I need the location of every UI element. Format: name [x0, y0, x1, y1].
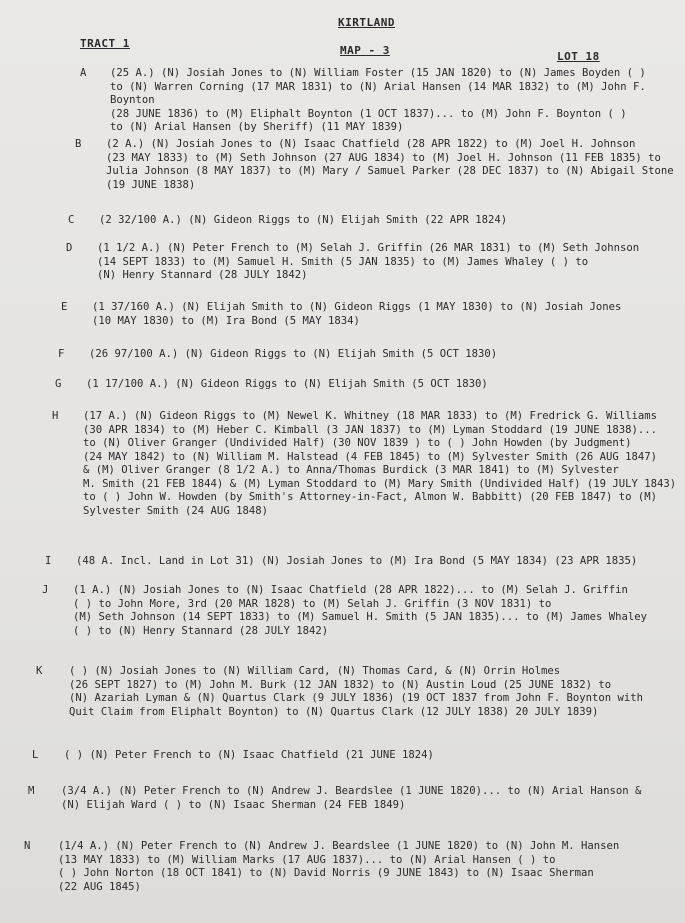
entry-text: (17 A.) (N) Gideon Riggs to (M) Newel K. Whitney (18 MAR 1833) to (M) Fredrick G. Williams (30 APR 1834) to (M) Heber C. Kimball (3 JAN 1837) to (M) Lyman Stoddard (19 JUNE 1838)... to (N) Oliver Granger (Undivided Half) (30 NOV 1839 ) to ( ) John Howden (by Judgment) (24 MAY 1842) to (N) William M. Halstead (4 FEB 1845) to (M) Sylvester Smith (26 AUG 1847) & (M) Oliver Granger (8 1/2 A.) to Anna/Thomas Burdick (3 MAR 1841) to (M) Sylvester M. Smith (21 FEB 1844) & (M) Lyman Stoddard to (M) Mary Smith (Undivided Half) (19 JULY 1843) to ( ) John W. Howden (by Smith's Attorney-in-Fact, Almon W. Babbitt) (20 FEB 1847) to (M) Sylvester Smith (24 AUG 1848): [83, 410, 677, 517]
map-heading: MAP - 3: [340, 44, 390, 57]
entry-h: [52, 410, 676, 518]
entry-f: [58, 348, 497, 362]
entry-l: [32, 749, 434, 763]
entry-b: [75, 138, 674, 192]
entry-letter: D: [66, 242, 73, 254]
lot-heading: LOT 18: [557, 50, 600, 63]
entry-letter: F: [58, 348, 65, 360]
entry-text: (2 A.) (N) Josiah Jones to (N) Isaac Chatfield (28 APR 1822) to (M) Joel H. Johnson (23 MAY 1833) to (M) Seth Johnson (27 AUG 1834) to (M) Joel H. Johnson (11 FEB 1835) to Julia Johnson (8 MAY 1837) to (M) Mary / Samuel Parker (28 DEC 1837) to (N) Abigail Stone (19 JUNE 1838): [106, 138, 674, 191]
entry-text: (2 32/100 A.) (N) Gideon Riggs to (N) Elijah Smith (22 APR 1824): [99, 214, 508, 226]
entry-text: (1 37/160 A.) (N) Elijah Smith to (N) Gideon Riggs (1 MAY 1830) to (N) Josiah Jones (10 MAY 1830) to (M) Ira Bond (5 MAY 1834): [92, 301, 622, 327]
entry-text: (25 A.) (N) Josiah Jones to (N) William Foster (15 JAN 1820) to (N) James Boyden ( ) to (N) Warren Corning (17 MAR 1831) to (N) Arial Hansen (14 MAR 1832) to (M) John F. Boynton (28 JUNE 1836) to (M) Eliphalt Boynton (1 OCT 1837)... to (M) John F. Boynton ( ) to (N) Arial Hansen (by Sheriff) (11 MAY 1839): [110, 67, 646, 133]
entry-text: (1 1/2 A.) (N) Peter French to (M) Selah J. Griffin (26 MAR 1831) to (M) Seth Johnson (14 SEPT 1833) to (M) Samuel H. Smith (5 JAN 1835) to (M) James Whaley ( ) to (N) Henry Stannard (28 JULY 1842): [97, 242, 640, 281]
entry-text: ( ) (N) Peter French to (N) Isaac Chatfield (21 JUNE 1824): [64, 749, 434, 761]
entry-letter: M: [28, 785, 35, 797]
entry-d: [66, 242, 639, 283]
entry-letter: K: [36, 665, 43, 677]
entry-letter: J: [42, 584, 49, 596]
entry-k: [36, 665, 643, 719]
entry-letter: I: [45, 555, 52, 567]
entry-g: [55, 378, 488, 392]
entry-letter: C: [68, 214, 75, 226]
entry-text: (3/4 A.) (N) Peter French to (N) Andrew J. Beardslee (1 JUNE 1820)... to (N) Arial Hanson & (N) Elijah Ward ( ) to (N) Isaac Sherman (24 FEB 1849): [61, 785, 642, 811]
entry-e: [61, 301, 621, 328]
entry-text: (48 A. Incl. Land in Lot 31) (N) Josiah Jones to (M) Ira Bond (5 MAY 1834) (23 APR 1835): [76, 555, 638, 567]
entry-letter: B: [75, 138, 82, 150]
town-heading: KIRTLAND: [338, 16, 395, 29]
entry-i: [45, 555, 637, 569]
entry-n: [24, 840, 619, 894]
entry-letter: G: [55, 378, 62, 390]
entry-text: ( ) (N) Josiah Jones to (N) William Card, (N) Thomas Card, & (N) Orrin Holmes (26 SEPT 1827) to (M) John M. Burk (12 JAN 1832) to (N) Austin Loud (25 JUNE 1832) to (N) Azariah Lyman & (N) Quartus Clark (9 JULY 1836) (19 OCT 1837 from John F. Boynton with Quit Claim from Eliphalt Boynton) to (N) Quartus Clark (12 JULY 1838) 20 JULY 1839): [69, 665, 644, 718]
entry-c: [68, 214, 507, 228]
entry-letter: E: [61, 301, 68, 313]
entry-text: (26 97/100 A.) (N) Gideon Riggs to (N) Elijah Smith (5 OCT 1830): [89, 348, 498, 360]
entry-text: (1/4 A.) (N) Peter French to (N) Andrew J. Beardslee (1 JUNE 1820) to (N) John M. Hansen (13 MAY 1833) to (M) William Marks (17 AUG 1837)... to (N) Arial Hansen ( ) to ( ) John Norton (18 OCT 1841) to (N) David Norris (9 JUNE 1843) to (N) Isaac Sherman (22 AUG 1845): [58, 840, 620, 893]
entry-letter: N: [24, 840, 31, 852]
tract-heading: TRACT 1: [80, 37, 130, 50]
entry-a: [80, 67, 685, 135]
entry-letter: A: [80, 67, 87, 79]
entry-text: (1 17/100 A.) (N) Gideon Riggs to (N) Elijah Smith (5 OCT 1830): [86, 378, 488, 390]
entry-text: (1 A.) (N) Josiah Jones to (N) Isaac Chatfield (28 APR 1822)... to (M) Selah J. Griffin ( ) to John More, 3rd (20 MAR 1828) to (M) Selah J. Griffin (3 NOV 1831) to (M) Seth Johnson (14 SEPT 1833) to (M) Samuel H. Smith (5 JAN 1835)... to (M) James Whaley ( ) to (N) Henry Stannard (28 JULY 1842): [73, 584, 648, 637]
entry-letter: L: [32, 749, 39, 761]
entry-j: [42, 584, 647, 638]
entry-m: [28, 785, 641, 812]
entry-letter: H: [52, 410, 59, 422]
